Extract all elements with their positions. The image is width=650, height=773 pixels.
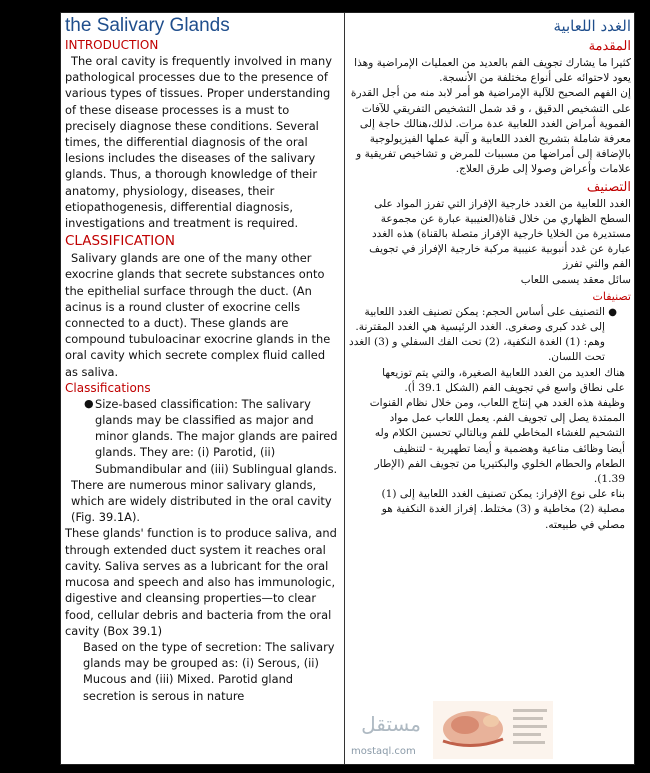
classification-paragraph: Salivary glands are one of the many other exocrine glands that secrete substances onto the epithelial surface through the duct. (An acinus is a round cluster of exocrine cells connected to a duct). These glands are compound tubuloacinar exocrine glands in the oral cavity which secrete complex fluid called as saliva. [65, 251, 331, 379]
size-classification-item [65, 396, 341, 477]
arabic-function-paragraph: وظيفة هذه الغدد هي إنتاج اللعاب، ومن خلال نظام القنوات الممتدة يصل إلى تجويف الفم. يعمل اللعاب عمل مواد التشحيم للغشاء المخاطي للفم وبالتالي تحسين الكلام وله أيضا وظائف مناعية وهضمية و أيضا تطهيرية - لتنظيف الطعام والحطام الخلوي والبكتيريا من تجويف الفم (الإطار 1.39). [369, 397, 625, 486]
bullet-icon: ● [608, 306, 617, 318]
watermark-brand: مستقل [361, 712, 421, 736]
size-classification-text: Size-based classification: The salivary glands may be classified as major and minor glands. The major glands are paired glands. They are: (i) Parotid, (ii) Submandibular and (iii) Sublingual glands. [95, 396, 338, 476]
intro-paragraph: The oral cavity is frequently involved in many pathological processes due to the presence of various types of tissues. Proper understanding of these disease processes is a must to precisely diagnose these conditions. Several times, the differential diagnosis of the oral lesions includes the diseases of the salivary glands. Thus, a thorough knowledge of their anatomy, physiology, diseases, their etiopathogenesis, differential diagnosis, investigations and treatment is required. [65, 54, 332, 231]
arabic-title: الغدد اللعابية [553, 17, 631, 35]
arabic-intro-heading: المقدمة [588, 39, 631, 54]
function-paragraph: These glands' function is to produce saliva, and through extended duct system it reaches oral cavity. Saliva serves as a lubricant for the oral mucosa and speech and also has immunologic, digestive and cleansing properties—to clear food, cellular debris and bacteria from the oral cavity (Box 39.1) [65, 526, 337, 638]
watermark-label: mostaql.com [351, 746, 416, 757]
introduction-heading: INTRODUCTION [65, 38, 159, 52]
english-column [65, 15, 341, 704]
arabic-intro-1: كثيرا ما يشارك تجويف الفم بالعديد من العمليات الإمراضية وهذا يعود لاحتوائه على أنواع مختلفة من الأنسجة. [354, 57, 631, 85]
classifications-heading: Classifications [65, 380, 151, 395]
arabic-classification-heading: التصنيف [586, 179, 631, 195]
arabic-classifications-heading: تصنيفات [592, 289, 631, 303]
document-page [60, 12, 635, 765]
bullet-icon: ● [84, 396, 94, 410]
classification-heading: CLASSIFICATION [65, 233, 175, 250]
column-divider [344, 13, 345, 765]
arabic-size-classification-item [349, 305, 631, 366]
secretion-paragraph: Based on the type of secretion: The salivary glands may be grouped as: (i) Serous, (ii) Mucous and (iii) Mixed. Parotid gland secretion is serous in nature [83, 639, 335, 703]
arabic-inner-block [349, 366, 631, 533]
arabic-classification-paragraph: الغدد اللعابية من الغدد خارجية الإفراز التي تفرز المواد على السطح الظهاري من خلال قناة(العنيبية عبارة عن مجموعة مستديرة من الخلايا خارجية الإفراز متصلة بالقناة) هذه الغدد عبارة عن غدد أنبوبية عنيبية مركبة خارجية الإفراز في تجويف الفم والتي تفرز [369, 197, 631, 271]
watermark-logo [356, 705, 426, 745]
minor-glands-paragraph: There are numerous minor salivary glands, which are widely distributed in the oral cavity (Fig. 39.1A). [71, 477, 332, 525]
english-title: the Salivary Glands [65, 15, 230, 36]
arabic-column [349, 15, 631, 533]
arabic-intro-2: إن الفهم الصحيح للآلية الإمراضية هو أمر لابد منه من أجل القدرة على التشخيص الدقيق ، و قد شمل التشخيص التفريقي للآفات الفموية أمراض الغدد اللعابية عدة مرات. لذلك،هنالك حاجة إلى معرفة شاملة بتشريح الغدد اللعابية و آلية عملها الفيزيولوجية بالإضافة إلى أمراضها من مسببات للمرض و تشاخيص تفريقية و علامات وأعراض وصولا إلى طرق العلاج. [350, 87, 631, 176]
arabic-classification-tail: سائل معقد يسمى اللعاب [520, 273, 631, 286]
arabic-size-classification-text: التصنيف على أساس الحجم: يمكن تصنيف الغدد اللعابية إلى غدد كبرى وصغرى. الغدد الرئيسية هي الغدد المقترنة. وهم: (1) الغدة النكفية، (2) تحت الفك السفلي و (3) الغدد تحت اللسان. [349, 305, 605, 364]
arabic-secretion-paragraph: بناء على نوع الإفراز: يمكن تصنيف الغدد اللعابية إلى (1) مصلية (2) مخاطية و (3) مختلط. إفراز الغدة النكفية هو مصلي في طبيعته. [381, 488, 625, 531]
salivary-gland-illustration [433, 701, 553, 759]
arabic-minor-glands: هناك العديد من الغدد اللعابية الصغيرة، والتي يتم توزيعها على نطاق واسع في تجويف الفم (الشكل 39.1 أ). [382, 366, 625, 394]
